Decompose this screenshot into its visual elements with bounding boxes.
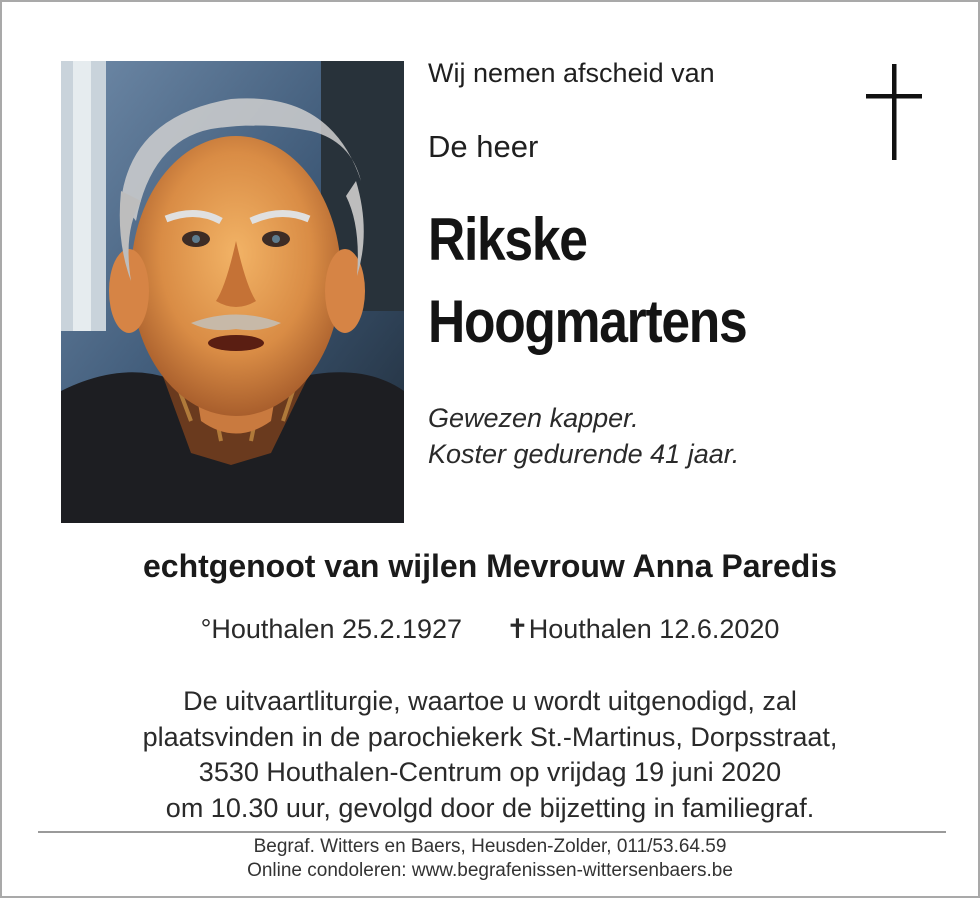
spouse-line: echtgenoot van wijlen Mevrouw Anna Paredis: [142, 548, 838, 584]
portrait-photo: [61, 61, 404, 523]
announcement-line: De uitvaartliturgie, waartoe u wordt uitgenodigd, zal: [183, 686, 797, 716]
funeral-home-contact: Begraf. Witters en Baers, Heusden-Zolder, 011/53.64.59: [253, 836, 727, 857]
latin-cross-icon: [864, 64, 926, 167]
condolence-website: Online condoleren: www.begrafenissen-wittersenbaers.be: [247, 860, 733, 881]
funeral-announcement: [2, 684, 978, 826]
intro-text: Wij nemen afscheid van: [428, 58, 715, 88]
deceased-last-name: Hoogmartens: [428, 288, 747, 355]
deceased-first-name: Rikske: [428, 206, 587, 273]
honorific-title: De heer: [428, 129, 539, 164]
announcement-line: plaatsvinden in de parochiekerk St.-Martinus, Dorpsstraat,: [142, 721, 838, 752]
occupation-line: Koster gedurende 41 jaar.: [428, 439, 740, 469]
birth-date: °Houthalen 25.2.1927: [200, 614, 463, 644]
footer-divider: [38, 831, 946, 833]
death-date: ✝Houthalen 12.6.2020: [506, 614, 780, 644]
funeral-home-footer: [2, 835, 978, 883]
occupation-block: [428, 400, 739, 472]
life-dates: [2, 614, 978, 645]
announcement-line: 3530 Houthalen-Centrum op vrijdag 19 juni 2020: [198, 757, 782, 787]
announcement-line: om 10.30 uur, gevolgd door de bijzetting in familiegraf.: [165, 792, 815, 823]
occupation-line: Gewezen kapper.: [428, 403, 639, 433]
